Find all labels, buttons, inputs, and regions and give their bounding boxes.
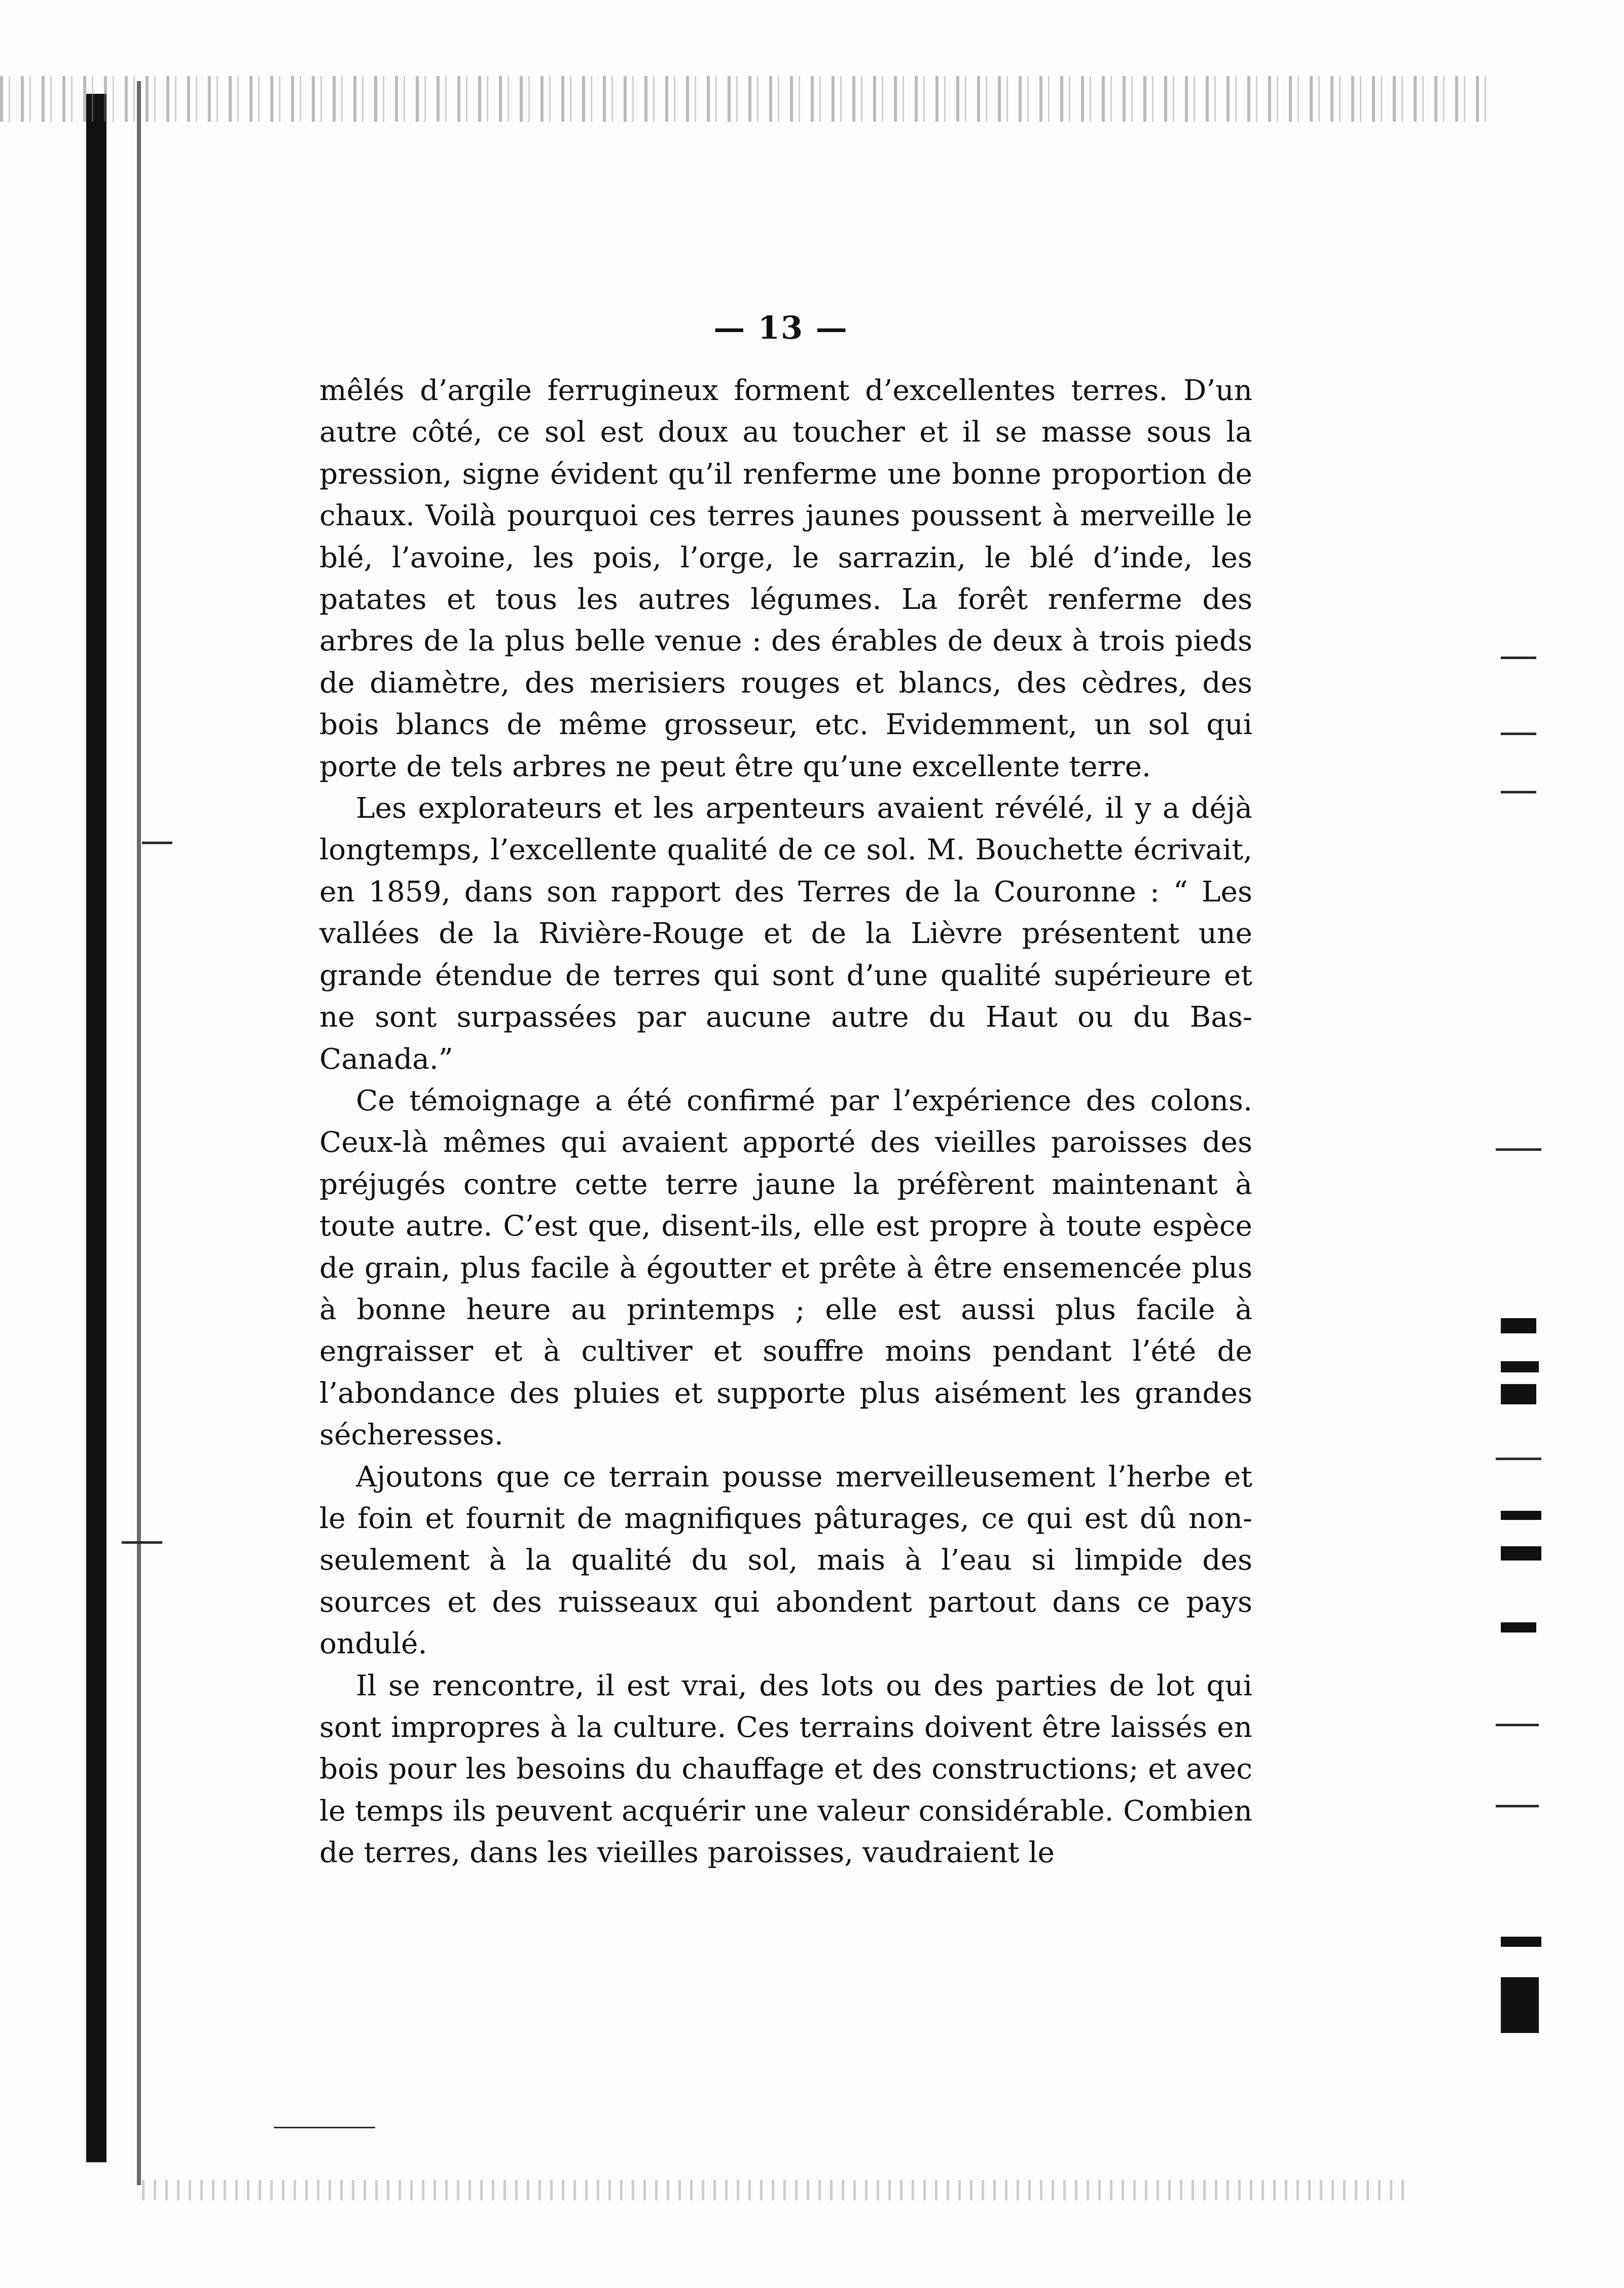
paragraph: Ce témoignage a été confirmé par l’expérience des colons. Ceux-là mêmes qui avaient apporté des vieilles paroisses des préjugés contre cette terre jaune la préfèrent maintenant à toute autre. C’est que, disent-ils, elle est propre à toute espèce de grain, plus facile à égoutter et prête à être ensemencée plus à bonne heure au printemps ; elle est aussi plus facile à engraisser et à cultiver et souffre moins pendant l’été de l’abondance des pluies et supporte plus aisément les grandes sécheresses. xyxy=(319,1084,1252,1452)
right-margin-mark xyxy=(1496,1724,1539,1726)
right-margin-mark xyxy=(1496,1805,1539,1807)
page-number: — 13 — xyxy=(713,309,848,346)
right-margin-block xyxy=(1501,1318,1536,1333)
body-text xyxy=(319,370,1252,1874)
right-margin-block xyxy=(1501,1622,1536,1632)
right-margin-block xyxy=(1501,1977,1539,2033)
right-margin-block xyxy=(1501,1361,1539,1372)
binding-edge-line xyxy=(137,81,141,2185)
paragraph: mêlés d’argile ferrugineux forment d’excellentes terres. D’un autre côté, ce sol est doux au toucher et il se masse sous la pression, signe évident qu’il renferme une bonne proportion de chaux. Voilà pourquoi ces terres jaunes poussent à merveille le blé, l’avoine, les pois, l’orge, le sarrazin, le blé d’inde, les patates et tous les autres légumes. La forêt renferme des arbres de la plus belle venue : des érables de deux à trois pieds de diamètre, des merisiers rouges et blancs, des cèdres, des bois blancs de même grosseur, etc. Evidemment, un sol qui porte de tels arbres ne peut être qu’une excellente terre. xyxy=(319,374,1252,783)
right-margin-mark xyxy=(1496,1458,1541,1460)
left-margin-mark xyxy=(122,1541,162,1544)
right-margin-mark xyxy=(1501,657,1536,659)
right-margin-mark xyxy=(1501,791,1536,793)
right-margin-block xyxy=(1501,1546,1541,1560)
binding-shadow xyxy=(86,94,106,2162)
right-margin-mark xyxy=(1501,733,1536,735)
bottom-scan-noise xyxy=(142,2180,1410,2200)
right-margin-mark xyxy=(1496,1148,1541,1151)
right-margin-block xyxy=(1501,1511,1541,1520)
top-scan-noise xyxy=(0,76,1496,122)
right-margin-block xyxy=(1501,1937,1541,1947)
bottom-margin-mark xyxy=(274,2127,375,2128)
left-margin-mark xyxy=(142,842,172,844)
paragraph: Les explorateurs et les arpenteurs avaient révélé, il y a déjà longtemps, l’excellente qualité de ce sol. M. Bouchette écrivait, en 1859, dans son rapport des Terres de la Couronne : “ Les vallées de la Rivière-Rouge et de la Lièvre présentent une grande étendue de terres qui sont d’une qualité supérieure et ne sont surpassées par aucune autre du Haut ou du Bas-Canada.” xyxy=(319,792,1252,1076)
paragraph: Il se rencontre, il est vrai, des lots ou des parties de lot qui sont impropres à la culture. Ces terrains doivent être laissés en bois pour les besoins du chauffage et des constructions; et avec le temps ils peuvent acquérir une valeur considérable. Combien de terres, dans les vieilles paroisses, vaudraient le xyxy=(319,1669,1252,1870)
right-margin-block xyxy=(1501,1384,1536,1404)
paragraph: Ajoutons que ce terrain pousse merveilleusement l’herbe et le foin et fournit de magnifiques pâturages, ce qui est dû non-seulement à la qualité du sol, mais à l’eau si limpide des sources et des ruisseaux qui abondent partout dans ce pays ondulé. xyxy=(319,1460,1252,1661)
